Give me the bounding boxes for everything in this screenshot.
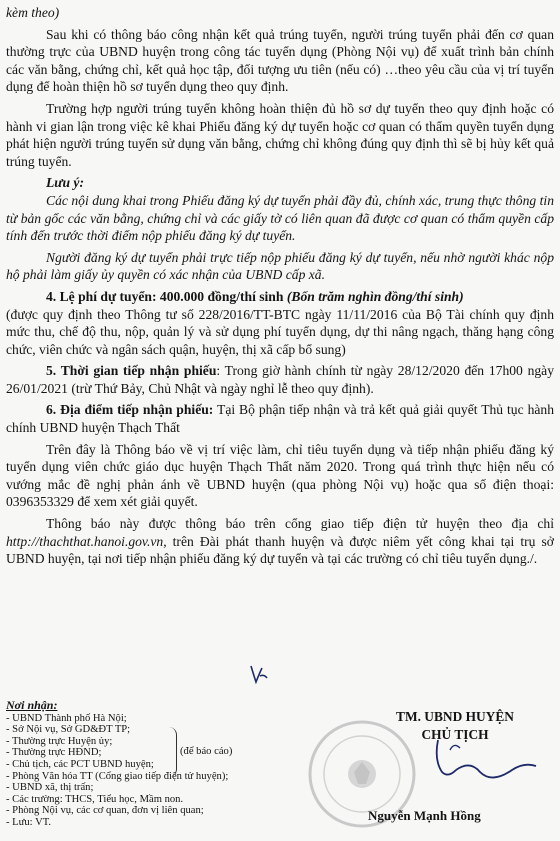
recipient-item: - Sở Nội vụ, Sở GD&ĐT TP; xyxy=(6,724,131,736)
recipient-item: - Các trường: THCS, Tiểu học, Mầm non. xyxy=(6,793,184,805)
recipient-item: - Phòng Văn hóa TT (Cổng giao tiếp điện tử huyện); xyxy=(6,770,229,782)
place-text: Tại Bộ phận tiếp nhận và trả kết quả giải quyết Thủ tục hành chính UBND huyện Thạch Thất xyxy=(6,402,554,436)
signer-name: Nguyễn Mạnh Hồng xyxy=(368,808,481,823)
recipients-brace xyxy=(168,727,177,777)
recipient-item: - UBND xã, thị trấn; xyxy=(6,782,94,794)
handwritten-initial xyxy=(248,662,270,686)
section-place xyxy=(6,401,554,436)
signature-title-2: CHỦ TỊCH xyxy=(421,727,489,742)
place-label: 6. Địa điểm tiếp nhận phiếu: xyxy=(46,402,214,418)
section-time xyxy=(6,362,554,397)
recipients-title: Nơi nhận: xyxy=(6,698,58,712)
recipient-item: - Lưu: VT. xyxy=(6,816,52,828)
document-body xyxy=(6,4,554,568)
paragraph-results: Sau khi có thông báo công nhận kết quả trúng tuyển, người trúng tuyển phải đến cơ quan thường trực của UBND huyện trong công tác tuyển dụng (Phòng Nội vụ) để xuất trình bản chính các văn bằng, chứng chỉ, kết quả học tập, đối tượng ưu tiên (nếu có) …theo yêu cầu của vị trí tuyển dụng để hoàn thiện hồ sơ tuyển dụng theo quy định. xyxy=(6,26,554,95)
note-content-accuracy: Các nội dung khai trong Phiếu đăng ký dự tuyển phải đầy đủ, chính xác, trung thực thông tin từ bản gốc các văn bằng, chứng chỉ và các giấy tờ có liên quan đã được cơ quan có thẩm quyền cấp tính đến trước thời điểm nộp phiếu đăng ký dự tuyển. xyxy=(6,192,554,244)
section-fee xyxy=(6,288,554,306)
note-content-submission: Người đăng ký dự tuyển phải trực tiếp nộp phiếu đăng ký dự tuyển, nếu nhờ người khác nộp hộ phải làm giấy ủy quyền có xác nhận của UBND cấp xã. xyxy=(6,249,554,283)
recipient-item: - Thường trực Huyện ủy; xyxy=(6,735,113,747)
time-text: : Trong giờ hành chính từ ngày 28/12/2020 đến 17h00 ngày 26/01/2021 (trừ Thứ Bảy, Chủ Nhật và ngày nghỉ lễ theo quy định). xyxy=(6,363,554,396)
header-fragment: kèm theo) xyxy=(6,5,60,20)
publication-text-a: Thông báo này được thông báo trên cổng giao tiếp điện tử huyện theo địa chỉ xyxy=(46,516,554,532)
note-heading: Lưu ý: xyxy=(46,175,84,191)
recipient-item: - UBND Thành phố Hà Nội; xyxy=(6,712,127,724)
brace-note: (để báo cáo) xyxy=(180,746,233,757)
paragraph-summary: Trên đây là Thông báo về vị trí việc làm, chỉ tiêu tuyển dụng và tiếp nhận phiếu đăng ký tuyển dụng viên chức giáo dục huyện Thạch Thất năm 2020. Trong quá trình thực hiện nếu có vướng mắc đề nghị phản ánh về UBND huyện (qua phòng Nội vụ) hoặc qua số điện thoại: 0396353329 để xem xét giải quyết. xyxy=(6,441,554,510)
handwritten-signature xyxy=(420,730,540,790)
recipient-item: - Phòng Nội vụ, các cơ quan, đơn vị liên quan; xyxy=(6,805,204,817)
paragraph-cancellation: Trường hợp người trúng tuyển không hoàn thiện đủ hồ sơ dự tuyển theo quy định hoặc có hành vi gian lận trong việc kê khai Phiếu đăng ký dự tuyển hoặc cơ quan có thẩm quyền tuyển dụng phát hiện người trúng tuyển sử dụng văn bằng, chứng chỉ không đúng quy định thì sẽ bị hủy kết quả trúng tuyển. xyxy=(6,100,554,169)
recipient-item: - Chủ tịch, các PCT UBND huyện; xyxy=(6,758,154,770)
paragraph-publication xyxy=(6,515,554,568)
fee-label: 4. Lệ phí dự tuyển: 400.000 đồng/thí sinh xyxy=(46,288,284,304)
recipients-block xyxy=(6,700,306,829)
recipient-item: - Thường trực HĐND; xyxy=(6,747,102,759)
fee-text: (được quy định theo Thông tư số 228/2016/TT-BTC ngày 11/11/2016 của Bộ Tài chính quy định mức thu, chế độ thu, nộp, quản lý và sử dụng phí tuyển dụng, dự thi nâng ngạch, thăng hạng công chức, viên chức và ngân sách quận, huyện, thị xã cấp bổ sung) xyxy=(6,306,554,357)
portal-url: http://thachthat.hanoi.gov.vn xyxy=(6,533,164,549)
fee-words: (Bốn trăm nghìn đồng/thí sinh) xyxy=(286,288,464,304)
time-label: 5. Thời gian tiếp nhận phiếu xyxy=(46,363,217,379)
publication-text-b: , trên Đài phát thanh huyện và được niêm yết công khai tại trụ sở UBND huyện, tại nơi tiếp nhận phiếu đăng ký dự tuyển và tại các trường có chỉ tiêu tuyển dụng./. xyxy=(6,533,554,567)
signature-title-1: TM. UBND HUYỆN xyxy=(396,709,514,724)
